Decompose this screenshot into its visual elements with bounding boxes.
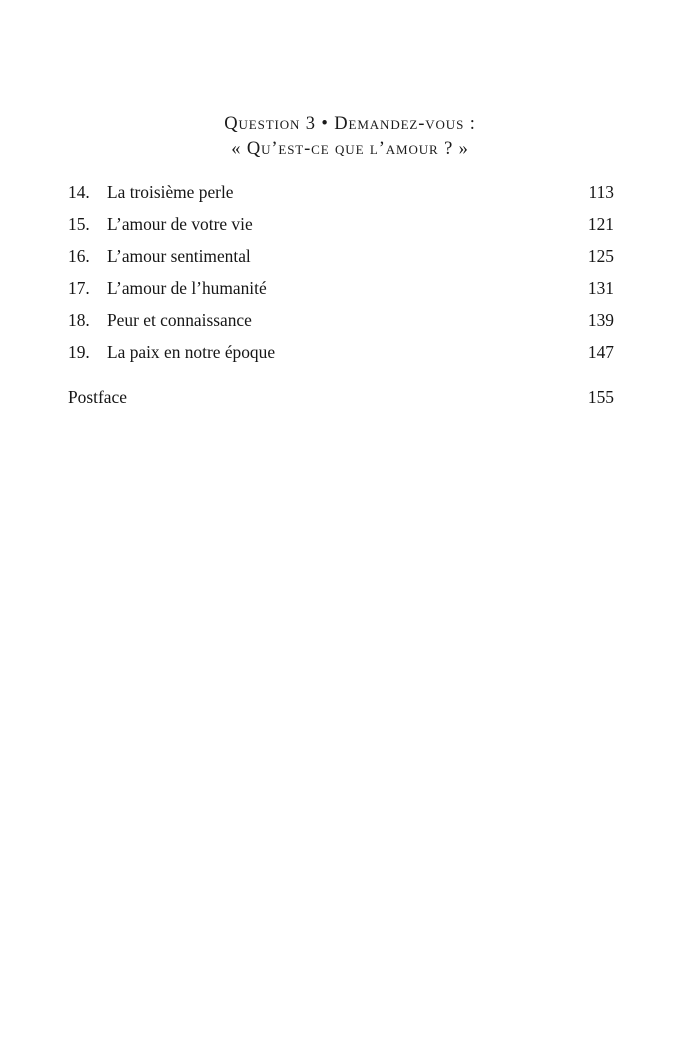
toc-entry[interactable] — [68, 381, 614, 413]
chapter-header — [0, 112, 700, 162]
toc-entry-number: 14. — [68, 182, 90, 202]
toc-entry[interactable] — [68, 336, 614, 368]
toc-entry-page-number: 121 — [587, 214, 614, 234]
toc-entry-page-number: 113 — [588, 182, 614, 202]
toc-entry-title: Peur et connaissance — [107, 310, 252, 330]
toc-entry-title: La paix en notre époque — [107, 342, 276, 362]
toc-entry-page-number: 155 — [587, 387, 614, 407]
toc-dot-leader — [257, 245, 572, 262]
toc-entry[interactable] — [68, 240, 614, 272]
toc-entry-page-number: 131 — [587, 278, 614, 298]
toc-entry-number: 19. — [68, 342, 90, 362]
toc-dot-leader — [269, 277, 572, 294]
toc-entry-number: 17. — [68, 278, 90, 298]
toc-entry-title: L’amour de votre vie — [107, 214, 253, 234]
toc-entry-page-number: 147 — [587, 342, 614, 362]
toc-entry-number: 18. — [68, 310, 90, 330]
toc-entry[interactable] — [68, 304, 614, 336]
table-of-contents — [68, 176, 614, 413]
toc-dot-leader — [281, 341, 572, 358]
toc-entry-title: Postface — [68, 387, 127, 407]
toc-entry[interactable] — [68, 208, 614, 240]
chapter-header-line-2: « Qu’est-ce que l’amour ? » — [231, 139, 469, 159]
toc-dot-leader — [133, 386, 572, 403]
toc-entry-page-number: 125 — [587, 246, 614, 266]
toc-entry-title: L’amour de l’humanité — [107, 278, 267, 298]
toc-entry-title: La troisième perle — [107, 182, 234, 202]
toc-dot-leader — [240, 181, 572, 198]
toc-entry[interactable] — [68, 176, 614, 208]
toc-entry-number: 15. — [68, 214, 90, 234]
toc-entry-page-number: 139 — [587, 310, 614, 330]
chapter-header-line-1: Question 3 • Demandez-vous : — [224, 114, 476, 134]
toc-entry-title: L’amour sentimental — [107, 246, 251, 266]
toc-entry-number: 16. — [68, 246, 90, 266]
toc-dot-leader — [259, 213, 572, 230]
toc-dot-leader — [258, 309, 572, 326]
toc-entry[interactable] — [68, 272, 614, 304]
